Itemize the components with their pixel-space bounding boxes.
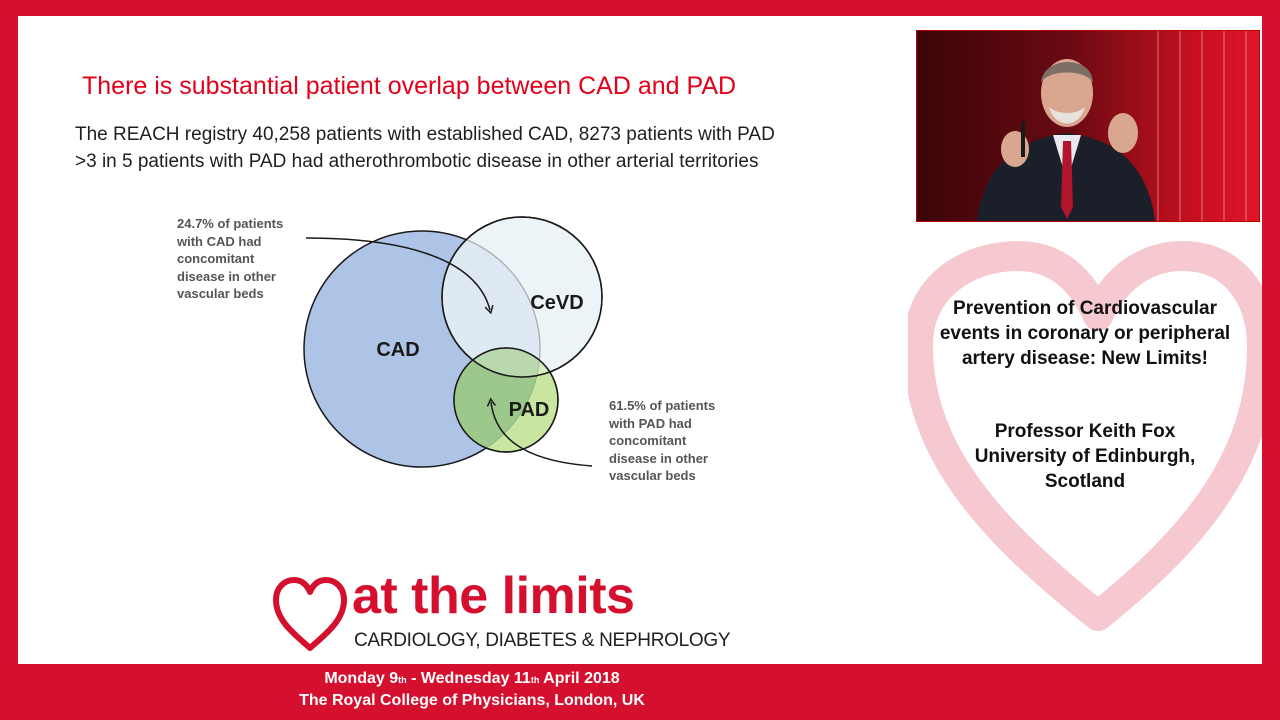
speaker-name: Professor Keith Fox: [994, 421, 1176, 442]
slide-subtitle-line-1: The REACH registry 40,258 patients with established CAD, 8273 patients with PAD: [75, 124, 775, 145]
talk-title-line: artery disease: New Limits!: [961, 348, 1209, 369]
heart-logo-icon: [270, 574, 350, 654]
pad-annotation-line: disease in other: [609, 450, 708, 466]
speaker-country: Scotland: [1044, 471, 1126, 492]
event-footer: [0, 668, 944, 712]
speaker-info: [908, 419, 1262, 494]
speaker-video-frame: [917, 31, 1259, 221]
event-logo: [270, 567, 731, 658]
speaker-affiliation: University of Edinburgh,: [974, 446, 1196, 467]
slide-title: There is substantial patient overlap between CAD and PAD: [82, 72, 737, 100]
cad-annotation-line: 24.7% of patients: [177, 216, 284, 231]
slide-subtitle-line-2: >3 in 5 patients with PAD had atherothrombotic disease in other arterial territories: [75, 151, 759, 172]
cad-label: CAD: [376, 339, 420, 361]
presenter-panel: [908, 16, 1262, 664]
date-suffix: th: [530, 675, 540, 685]
event-dates: [0, 668, 944, 690]
date-start: Monday 9: [324, 670, 399, 687]
cad-annotation-line: with CAD had: [177, 233, 262, 249]
cad-annotation-line: concomitant: [177, 251, 255, 267]
event-venue: The Royal College of Physicians, London, UK: [299, 692, 645, 709]
pad-annotation-line: vascular beds: [609, 468, 696, 484]
cevd-label: CeVD: [530, 292, 584, 314]
pad-annotation-line: concomitant: [609, 433, 687, 449]
pad-annotation-line: with PAD had: [609, 415, 692, 431]
cad-annotation-line: disease in other: [177, 268, 276, 284]
talk-title-line: events in coronary or peripheral: [939, 323, 1231, 344]
presentation-frame: [18, 16, 1262, 664]
pad-annotation: [609, 397, 715, 485]
talk-title-line: Prevention of Cardiovascular: [953, 298, 1217, 319]
date-end: - Wednesday 11: [406, 670, 531, 687]
date-suffix: th: [398, 675, 407, 685]
cad-annotation: [177, 215, 283, 303]
cad-annotation-line: vascular beds: [177, 286, 264, 302]
date-month-year: April 2018: [539, 670, 620, 687]
logo-tagline: CARDIOLOGY, DIABETES & NEPHROLOGY: [354, 630, 731, 651]
pad-annotation-line: 61.5% of patients: [609, 398, 716, 413]
logo-wordmark: at the limits: [352, 567, 635, 625]
talk-title: [908, 296, 1262, 371]
speaker-video: [916, 30, 1260, 222]
pad-label: PAD: [508, 399, 550, 421]
venn-diagram: [18, 16, 906, 536]
slide: [18, 16, 906, 664]
